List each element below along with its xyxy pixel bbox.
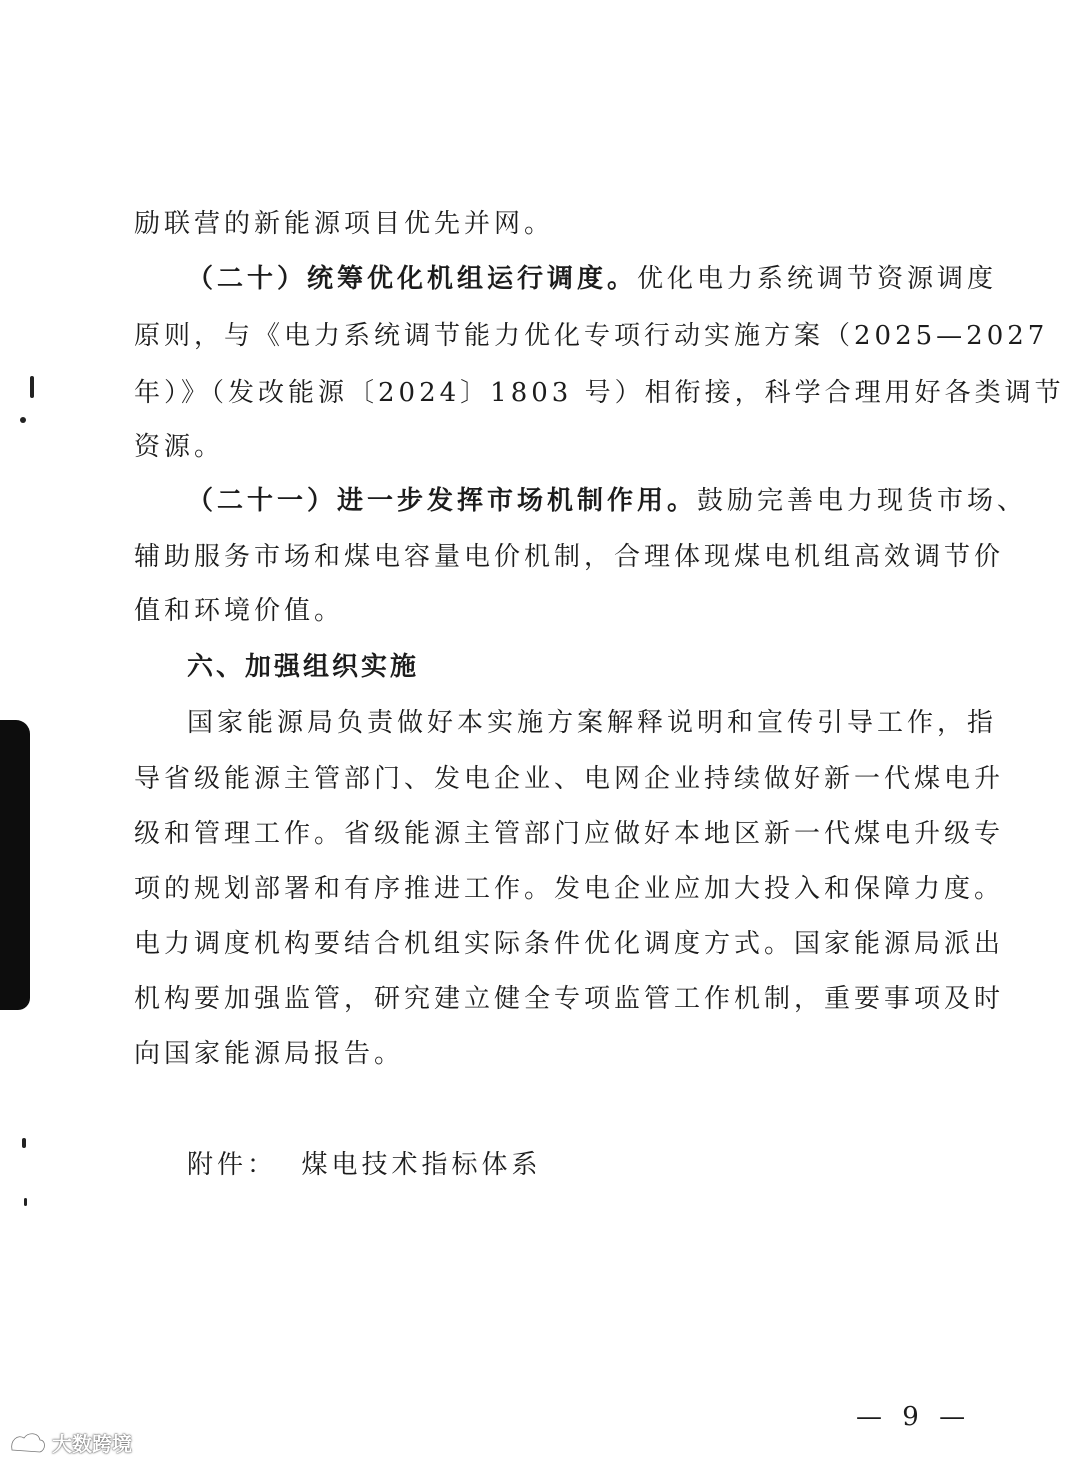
body-line <box>187 486 1028 516</box>
scan-speck <box>20 417 26 423</box>
body-line: 国家能源局负责做好本实施方案解释说明和宣传引导工作，指 <box>187 708 998 738</box>
body-line: 项的规划部署和有序推进工作。发电企业应加大投入和保障力度。 <box>134 874 1005 904</box>
body-line <box>187 264 998 294</box>
scan-shadow <box>0 720 30 1010</box>
section-text: 鼓励完善电力现货市场、 <box>697 486 1028 516</box>
body-line: 值和环境价值。 <box>134 596 345 626</box>
section-text: 优化电力系统调节资源调度 <box>637 264 998 294</box>
scan-speck <box>22 1138 26 1148</box>
section-lead: （二十）统筹优化机组运行调度。 <box>187 264 638 294</box>
page-number: — 9 — <box>856 1402 972 1432</box>
body-line: 年）》（发改能源〔2024〕1803 号）相衔接，科学合理用好各类调节 <box>134 378 1065 408</box>
section-lead: （二十一）进一步发挥市场机制作用。 <box>187 486 698 516</box>
scan-speck <box>24 1198 27 1206</box>
scan-speck <box>30 376 34 398</box>
body-line: 级和管理工作。省级能源主管部门应做好本地区新一代煤电升级专 <box>134 819 1005 849</box>
attachment-line: 附件： 煤电技术指标体系 <box>187 1150 542 1180</box>
watermark <box>8 1428 132 1457</box>
body-line: 导省级能源主管部门、发电企业、电网企业持续做好新一代煤电升 <box>134 764 1005 794</box>
section-heading: 六、加强组织实施 <box>187 652 420 682</box>
body-line: 原则，与《电力系统调节能力优化专项行动实施方案（2025—2027 <box>134 321 1049 351</box>
watermark-text: 大数跨境 <box>52 1432 132 1456</box>
body-line: 向国家能源局报告。 <box>134 1039 405 1069</box>
body-line: 励联营的新能源项目优先并网。 <box>134 209 555 239</box>
body-line: 资源。 <box>134 432 225 462</box>
body-line: 辅助服务市场和煤电容量电价机制，合理体现煤电机组高效调节价 <box>134 542 1005 572</box>
logo-icon <box>8 1430 48 1456</box>
body-line: 机构要加强监管，研究建立健全专项监管工作机制，重要事项及时 <box>134 984 1005 1014</box>
body-line: 电力调度机构要结合机组实际条件优化调度方式。国家能源局派出 <box>134 929 1005 959</box>
